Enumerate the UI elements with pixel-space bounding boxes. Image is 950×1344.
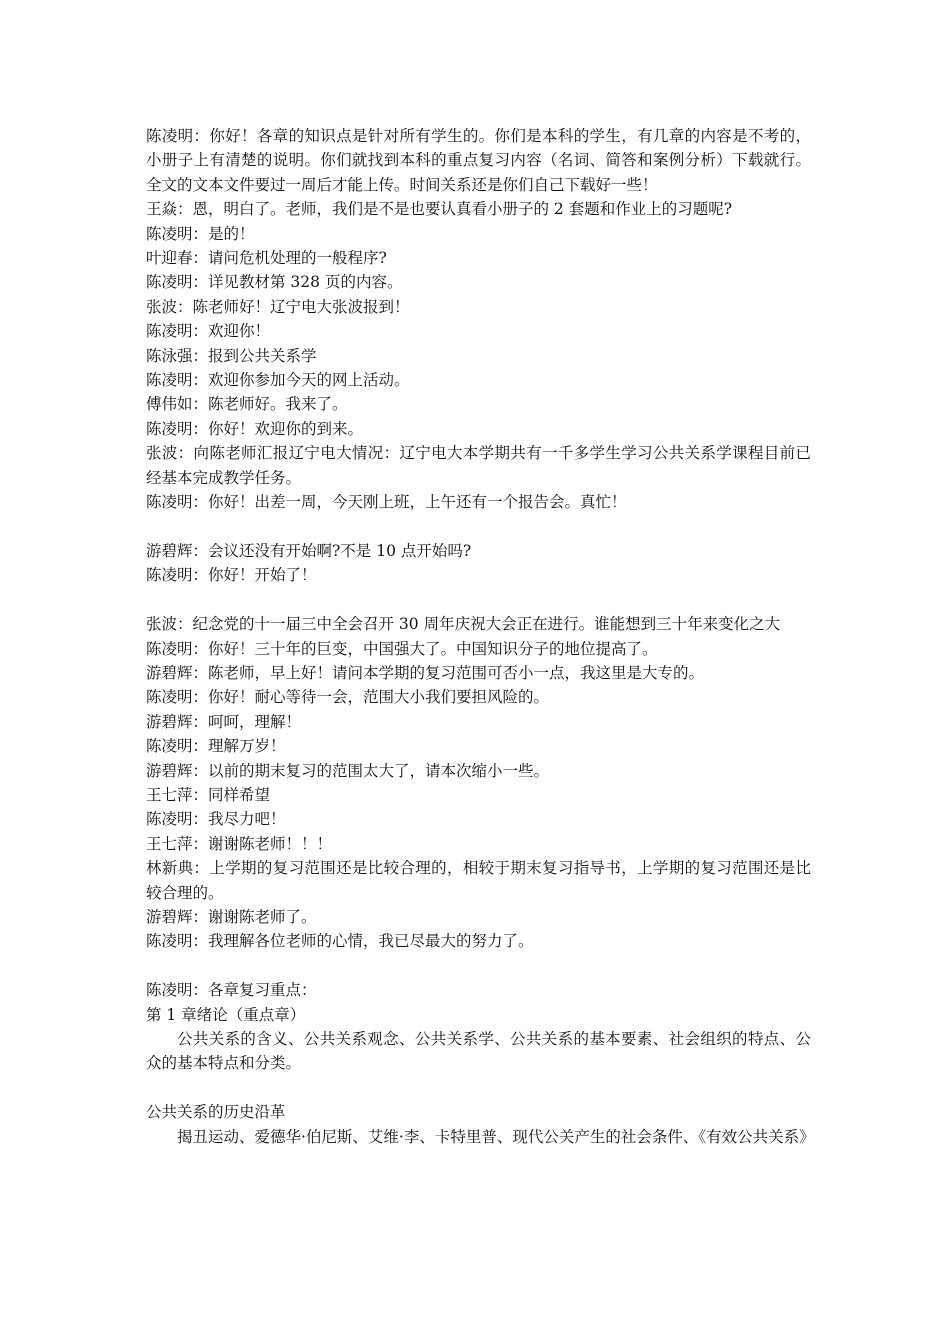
chat-line: 陈凌明：我理解各位老师的心情，我已尽最大的努力了。 (146, 932, 534, 951)
chat-line: 王七萍：同样希望 (146, 785, 271, 804)
chat-line: 陈凌明：详见教材第 328 页的内容。 (146, 273, 403, 292)
chat-line: 王七萍：谢谢陈老师！！！ (146, 834, 333, 853)
chat-line: 张波：向陈老师汇报辽宁电大情况：辽宁电大本学期共有一千多学生学习公共关系学课程目前已经基本完成教学任务。 (146, 444, 811, 487)
chat-line: 张波：纪念党的十一届三中全会召开 30 周年庆祝大会正在进行。谁能想到三十年来变化之大 (146, 615, 781, 634)
blank-line (146, 515, 811, 539)
blank-line (146, 1076, 811, 1100)
chapter-key-points: 公共关系的含义、公共关系观念、公共关系学、公共关系的基本要素、社会组织的特点、公众的基本特点和分类。 (146, 1029, 811, 1073)
chat-line: 游碧辉：会议还没有开始啊?不是 10 点开始吗? (146, 541, 472, 560)
chat-line: 陈凌明：理解万岁！ (146, 737, 286, 756)
chat-line: 陈凌明：你好！开始了！ (146, 566, 317, 585)
section-heading: 公共关系的历史沿革 (146, 1103, 286, 1122)
chat-line: 林新典：上学期的复习范围还是比较合理的，相较于期末复习指导书，上学期的复习范围还是比较合理的。 (146, 859, 811, 902)
document-page (146, 124, 815, 1149)
chat-line: 游碧辉：以前的期末复习的范围太大了，请本次缩小一些。 (146, 761, 550, 780)
chapter-heading: 第 1 章绪论（重点章） (146, 1005, 306, 1024)
chat-line: 陈凌明：你好！耐心等待一会，范围大小我们要担风险的。 (146, 688, 550, 707)
chat-line: 游碧辉：陈老师，早上好！请问本学期的复习范围可否小一点，我这里是大专的。 (146, 663, 705, 682)
section-key-points: 揭丑运动、爱德华·伯尼斯、艾维·李、卡特里普、现代公关产生的社会条件、《有效公共关系》 (177, 1127, 815, 1146)
chat-line: 傅伟如：陈老师好。我来了。 (146, 395, 348, 414)
chat-line: 陈凌明：你好！各章的知识点是针对所有学生的。你们是本科的学生，有几章的内容是不考的，小册子上有清楚的说明。你们就找到本科的重点复习内容（名词、简答和案例分析）下载就行。全文的文本文件要过一周后才能上传。时间关系还是你们自己下载好一些！ (146, 127, 811, 194)
blank-line (146, 954, 811, 978)
chat-line: 陈凌明：你好！欢迎你的到来。 (146, 419, 364, 438)
chat-line: 陈泳强：报到公共关系学 (146, 346, 317, 365)
chat-line: 张波：陈老师好！辽宁电大张波报到！ (146, 297, 410, 316)
chat-line: 游碧辉：呵呵，理解！ (146, 712, 302, 731)
blank-line (146, 588, 811, 612)
chat-line: 陈凌明：我尽力吧！ (146, 810, 286, 829)
chat-line: 陈凌明：欢迎你！ (146, 322, 271, 341)
chat-line: 陈凌明：欢迎你参加今天的网上活动。 (146, 371, 410, 390)
chat-line: 陈凌明：是的！ (146, 224, 255, 243)
section-intro: 陈凌明：各章复习重点： (146, 981, 317, 1000)
chat-line: 叶迎春：请问危机处理的一般程序? (146, 249, 387, 268)
chat-line: 王焱：恩，明白了。老师，我们是不是也要认真看小册子的 2 套题和作业上的习题呢? (146, 200, 733, 219)
chat-line: 陈凌明：你好！三十年的巨变，中国强大了。中国知识分子的地位提高了。 (146, 639, 658, 658)
chat-line: 游碧辉：谢谢陈老师了。 (146, 907, 317, 926)
chat-line: 陈凌明：你好！出差一周，今天刚上班，上午还有一个报告会。真忙！ (146, 493, 627, 512)
